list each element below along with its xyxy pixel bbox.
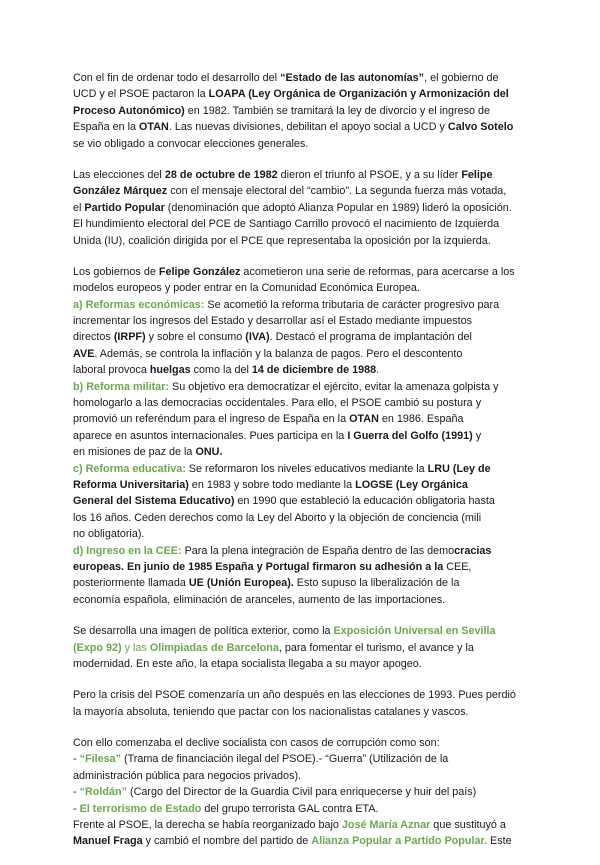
bold-text-run: LOGSE (Ley Orgánica bbox=[355, 478, 468, 491]
bold-text-run: Felipe bbox=[461, 168, 493, 181]
text-run: Este bbox=[487, 835, 512, 848]
text-line bbox=[73, 346, 523, 362]
text-run: Se acometió la reforma tributaria de carácter progresivo para bbox=[204, 298, 500, 311]
text-run: y sobre el consumo bbox=[145, 331, 246, 344]
bold-text-run: LRU (Ley de bbox=[427, 462, 491, 475]
text-run: Con el fin de ordenar todo el desarrollo del bbox=[73, 72, 281, 84]
text-line bbox=[73, 784, 523, 800]
text-run: Para la plena integración de España dentro de las demo bbox=[181, 544, 455, 557]
text-line bbox=[73, 510, 523, 526]
bold-text-run: Reforma Universitaria) bbox=[73, 478, 189, 491]
text-run: Unida (IU), coalición dirigida por el PCE que representaba la oposición por la izquierda. bbox=[73, 234, 491, 247]
text-run: CEE, bbox=[443, 560, 472, 573]
text-run: . bbox=[376, 364, 380, 377]
text-run: Se desarrolla una imagen de política exterior, como la bbox=[73, 625, 334, 638]
text-run: y cambió el nombre del partido de bbox=[142, 835, 312, 848]
highlight-text-run: “Filesa” bbox=[79, 753, 122, 766]
text-line bbox=[73, 559, 523, 575]
bold-text-run: UE (Unión Europea). bbox=[188, 577, 294, 590]
text-line bbox=[73, 768, 523, 784]
text-run: Frente al PSOE, la derecha se había reorganizado bajo bbox=[73, 819, 342, 832]
text-run: . Destacó el programa de implantación del bbox=[269, 331, 472, 344]
text-line bbox=[73, 735, 523, 751]
text-line bbox=[73, 704, 523, 720]
bold-text-run: europeas. En junio de 1985 España y Portugal firmaron su adhesión a la bbox=[73, 560, 444, 573]
text-run: (denominación que adoptó Alianza Popular en 1989) lideró la oposición. bbox=[164, 201, 512, 214]
text-run: Su objetivo era democratizar el ejército, evitar la amenaza golpista y bbox=[169, 380, 499, 393]
text-run: (Trama de financiación ilegal del PSOE).- “Guerra” (Utilización de la bbox=[121, 753, 449, 766]
text-run: España en la bbox=[73, 121, 140, 134]
text-line bbox=[73, 264, 523, 280]
bold-text-run: LOAPA (Ley Orgánica de Organización y Armonización del bbox=[208, 88, 509, 101]
text-run: UCD y el PSOE pactaron la bbox=[73, 88, 209, 101]
text-line bbox=[73, 477, 523, 493]
text-run: (Cargo del Director de la Guardia Civil para enriquecerse y huir del país) bbox=[127, 786, 477, 799]
text-run: laboral provoca bbox=[73, 364, 150, 377]
paragraph bbox=[73, 70, 523, 152]
highlight-text-run: Olimpiadas de Barcelona bbox=[149, 641, 279, 654]
bold-text-run: Partido Popular bbox=[84, 201, 165, 214]
text-line bbox=[73, 200, 523, 216]
text-line bbox=[73, 640, 523, 656]
text-run: la mayoría absoluta, teniendo que pactar con los nacionalistas catalanes y vascos. bbox=[73, 705, 469, 718]
highlight-text-run: Exposición Universal en Sevilla bbox=[333, 625, 496, 638]
bold-text-run: ONU. bbox=[195, 446, 223, 459]
text-run: Esto supuso la liberalización de la bbox=[293, 577, 460, 590]
text-line bbox=[73, 297, 523, 313]
text-run: incrementar los ingresos del Estado y desarrollar así el Estado mediante impuestos bbox=[73, 315, 473, 328]
text-line bbox=[73, 833, 523, 849]
text-run: , el gobierno de bbox=[424, 72, 499, 84]
text-run: Pero la crisis del PSOE comenzaría un año después en las elecciones de 1993. Pues perdió bbox=[73, 689, 516, 702]
text-run: - bbox=[73, 753, 80, 766]
text-run: dieron el triunfo al PSOE, y a su líder bbox=[277, 168, 462, 181]
text-run: en misiones de paz de la bbox=[73, 446, 196, 459]
highlight-text-run: José María Aznar bbox=[341, 819, 431, 832]
text-line bbox=[73, 362, 523, 378]
text-run: los 16 años. Ceden derechos como la Ley del Aborto y la objeción de conciencia (mili bbox=[73, 511, 482, 524]
bold-text-run: OTAN bbox=[349, 413, 379, 426]
text-line bbox=[73, 411, 523, 427]
bold-text-run: 14 de diciembre de 1988 bbox=[251, 364, 377, 377]
text-run: promovió un referéndum para el ingreso de España en la bbox=[73, 413, 350, 426]
text-line bbox=[73, 656, 523, 672]
paragraph bbox=[73, 264, 523, 608]
highlight-text-run: El terrorismo de Estado bbox=[79, 802, 202, 815]
text-run: en 1982. También se tramitará la ley de divorcio y el ingreso de bbox=[184, 104, 491, 117]
text-run: homologarlo a las democracias occidentales. Para ello, el PSOE cambió su postura y bbox=[73, 397, 482, 410]
text-line bbox=[73, 86, 523, 102]
bold-text-run: González Márquez bbox=[73, 185, 168, 198]
text-line bbox=[73, 233, 523, 249]
text-line bbox=[73, 623, 523, 639]
text-line bbox=[73, 461, 523, 477]
bold-text-run: cracias bbox=[454, 544, 492, 557]
bold-text-run: AVE bbox=[73, 347, 95, 360]
bold-text-run: Calvo Sotelo bbox=[447, 121, 514, 134]
text-line bbox=[73, 543, 523, 559]
highlight-text-run: Alianza Popular a Partido Popular. bbox=[311, 835, 488, 848]
text-run: el bbox=[73, 201, 85, 214]
bold-text-run: OTAN bbox=[139, 121, 169, 134]
text-run: aparece en asuntos internacionales. Pues participa en la bbox=[73, 429, 348, 442]
paragraph bbox=[73, 167, 523, 249]
text-run: modernidad. En este año, la etapa socialista llegaba a su mayor apogeo. bbox=[73, 657, 422, 670]
highlight-text-run: b) Reforma militar: bbox=[73, 380, 169, 393]
text-run: Se reformaron los niveles educativos mediante la bbox=[185, 462, 428, 475]
bold-text-run: (IVA) bbox=[245, 331, 270, 344]
text-run: modelos europeos y poder entrar en la Comunidad Económica Europea. bbox=[73, 282, 420, 295]
bold-text-run: huelgas bbox=[149, 364, 191, 377]
text-run: directos bbox=[73, 331, 114, 344]
text-line bbox=[73, 280, 523, 296]
text-line bbox=[73, 428, 523, 444]
text-line bbox=[73, 329, 523, 345]
text-line bbox=[73, 575, 523, 591]
text-run: como la del bbox=[190, 364, 252, 377]
text-run: en 1990 que estableció la educación obligatoria hasta bbox=[234, 495, 495, 508]
text-run: y bbox=[472, 429, 482, 442]
text-line bbox=[73, 395, 523, 411]
bold-text-run: I Guerra del Golfo (1991) bbox=[347, 429, 473, 442]
text-run: administración pública para negocios privados). bbox=[73, 769, 302, 782]
text-line bbox=[73, 592, 523, 608]
text-line bbox=[73, 526, 523, 542]
text-line bbox=[73, 167, 523, 183]
paragraph bbox=[73, 687, 523, 720]
text-run: . Las nuevas divisiones, debilitan el apoyo social a UCD y bbox=[168, 121, 448, 134]
text-line bbox=[73, 751, 523, 767]
text-run: con el mensaje electoral del “cambio”. La segunda fuerza más votada, bbox=[167, 185, 507, 198]
text-run: posteriormente llamada bbox=[73, 577, 189, 590]
text-line bbox=[73, 493, 523, 509]
text-line bbox=[73, 119, 523, 135]
text-line bbox=[73, 183, 523, 199]
bold-text-run: Proceso Autonómico) bbox=[73, 104, 185, 117]
text-line bbox=[73, 70, 523, 86]
highlight-text-run: a) Reformas económicas: bbox=[73, 298, 205, 311]
text-run: del grupo terrorista GAL contra ETA. bbox=[201, 802, 379, 815]
bold-text-run: General del Sistema Educativo) bbox=[73, 495, 235, 508]
text-run: , para fomentar el turismo, el avance y la bbox=[278, 641, 474, 654]
text-run: - bbox=[73, 786, 80, 799]
paragraph bbox=[73, 735, 523, 850]
text-run: economía española, eliminación de aranceles, aumento de las importaciones. bbox=[73, 593, 446, 606]
text-run: en 1983 y sobre todo mediante la bbox=[188, 478, 356, 491]
highlight-text-run: y las bbox=[121, 641, 150, 654]
text-line bbox=[73, 817, 523, 833]
bold-text-run: (IRPF) bbox=[113, 331, 146, 344]
text-run: Los gobiernos de bbox=[73, 265, 159, 278]
highlight-text-run: (Expo 92) bbox=[73, 641, 122, 654]
highlight-text-run: c) Reforma educativa: bbox=[73, 462, 186, 475]
bold-text-run: 28 de octubre de 1982 bbox=[164, 168, 278, 181]
document-body bbox=[73, 70, 523, 865]
text-run: . Además, se controla la inflación y la balanza de pagos. Pero el descontento bbox=[94, 347, 463, 360]
text-line bbox=[73, 216, 523, 232]
highlight-text-run: “Roldán” bbox=[79, 786, 127, 799]
text-line bbox=[73, 444, 523, 460]
text-line bbox=[73, 103, 523, 119]
text-line bbox=[73, 136, 523, 152]
bold-text-run: Felipe González bbox=[158, 265, 241, 278]
text-run: no obligatoria). bbox=[73, 528, 145, 541]
text-run: que sustituyó a bbox=[430, 819, 506, 832]
text-run: - bbox=[73, 802, 80, 815]
text-line bbox=[73, 687, 523, 703]
text-line bbox=[73, 379, 523, 395]
text-run: en 1986. España bbox=[378, 413, 464, 426]
bold-text-run: Manuel Fraga bbox=[73, 835, 143, 848]
bold-text-run: “Estado de las autonomías” bbox=[280, 72, 425, 84]
paragraph bbox=[73, 623, 523, 672]
text-run: acometieron una serie de reformas, para acercarse a los bbox=[240, 265, 515, 278]
text-line bbox=[73, 313, 523, 329]
highlight-text-run: d) Ingreso en la CEE: bbox=[73, 544, 182, 557]
text-run: se vio obligado a convocar elecciones generales. bbox=[73, 137, 309, 150]
text-run: Con ello comenzaba el declive socialista con casos de corrupción como son: bbox=[73, 737, 440, 750]
text-line bbox=[73, 801, 523, 817]
text-run: El hundimiento electoral del PCE de Santiago Carrillo provocó el nacimiento de Izquierda bbox=[73, 218, 500, 231]
text-run: Las elecciones del bbox=[73, 168, 165, 181]
